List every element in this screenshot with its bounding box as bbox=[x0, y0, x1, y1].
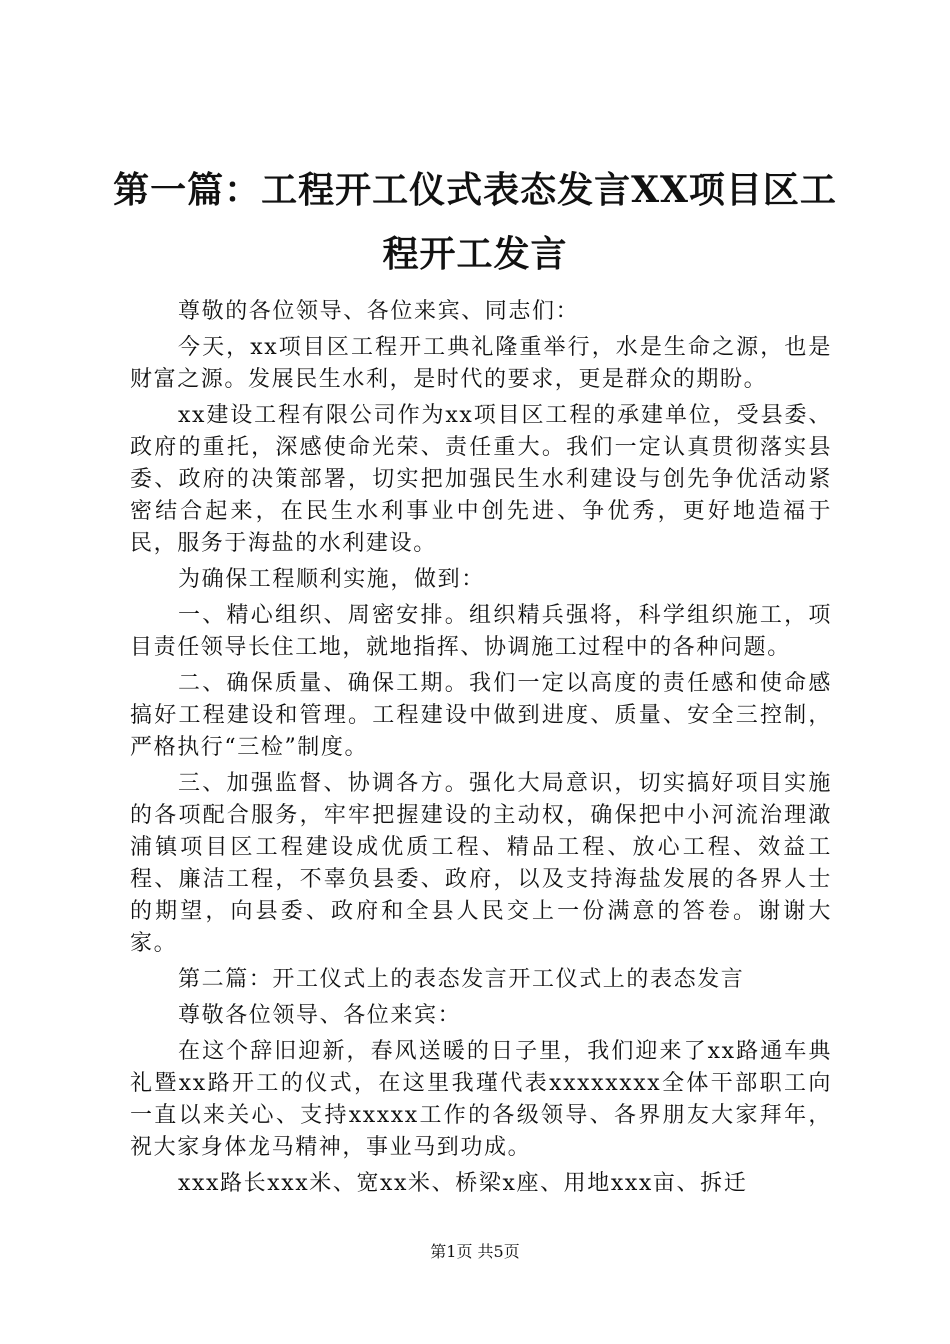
paragraph: 三、加强监督、协调各方。强化大局意识，切实搞好项目实施的各项配合服务，牢牢把握建设的主动权，确保把中小河流治理澉浦镇项目区工程建设成优质工程、精品工程、放心工程、效益工程、廉洁工程，不辜负县委、政府，以及支持海盐发展的各界人士的期望，向县委、政府和全县人民交上一份满意的答卷。谢谢大家。 bbox=[130, 771, 832, 956]
paragraph: 二、确保质量、确保工期。我们一定以高度的责任感和使命感搞好工程建设和管理。工程建设中做到进度、质量、安全三控制，严格执行“三检”制度。 bbox=[130, 671, 832, 760]
paragraph: xxx路长xxx米、宽xx米、桥梁x座、用地xxx亩、拆迁 bbox=[178, 1171, 748, 1196]
paragraph: 在这个辞旧迎新，春风送暖的日子里，我们迎来了xx路通车典礼暨xx路开工的仪式，在这里我瑾代表xxxxxxxx全体干部职工向一直以来关心、支持xxxxx工作的各级领导、各界朋友大家拜年，祝大家身体龙马精神，事业马到功成。 bbox=[130, 1039, 832, 1160]
paragraph: 今天，xx项目区工程开工典礼隆重举行，水是生命之源，也是财富之源。发展民生水利，是时代的要求，更是群众的期盼。 bbox=[130, 335, 832, 392]
paragraph: 尊敬的各位领导、各位来宾、同志们： bbox=[178, 299, 580, 324]
paragraph: 一、精心组织、周密安排。组织精兵强将，科学组织施工，项目责任领导长住工地，就地指挥、协调施工过程中的各种问题。 bbox=[130, 603, 832, 660]
page-footer: 第1页 共5页 bbox=[430, 1242, 520, 1261]
paragraph: 尊敬各位领导、各位来宾： bbox=[178, 1003, 462, 1028]
document-body bbox=[130, 296, 832, 1204]
paragraph: 为确保工程顺利实施，做到： bbox=[178, 567, 485, 592]
section-heading: 第二篇：开工仪式上的表态发言开工仪式上的表态发言 bbox=[178, 967, 745, 992]
paragraph: xx建设工程有限公司作为xx项目区工程的承建单位，受县委、政府的重托，深感使命光荣、责任重大。我们一定认真贯彻落实县委、政府的决策部署，切实把加强民生水利建设与创先争优活动紧密结合起来，在民生水利事业中创先进、争优秀，更好地造福于民，服务于海盐的水利建设。 bbox=[130, 403, 832, 556]
document-title: 第一篇：工程开工仪式表态发言XX项目区工程开工发言 bbox=[113, 169, 837, 275]
